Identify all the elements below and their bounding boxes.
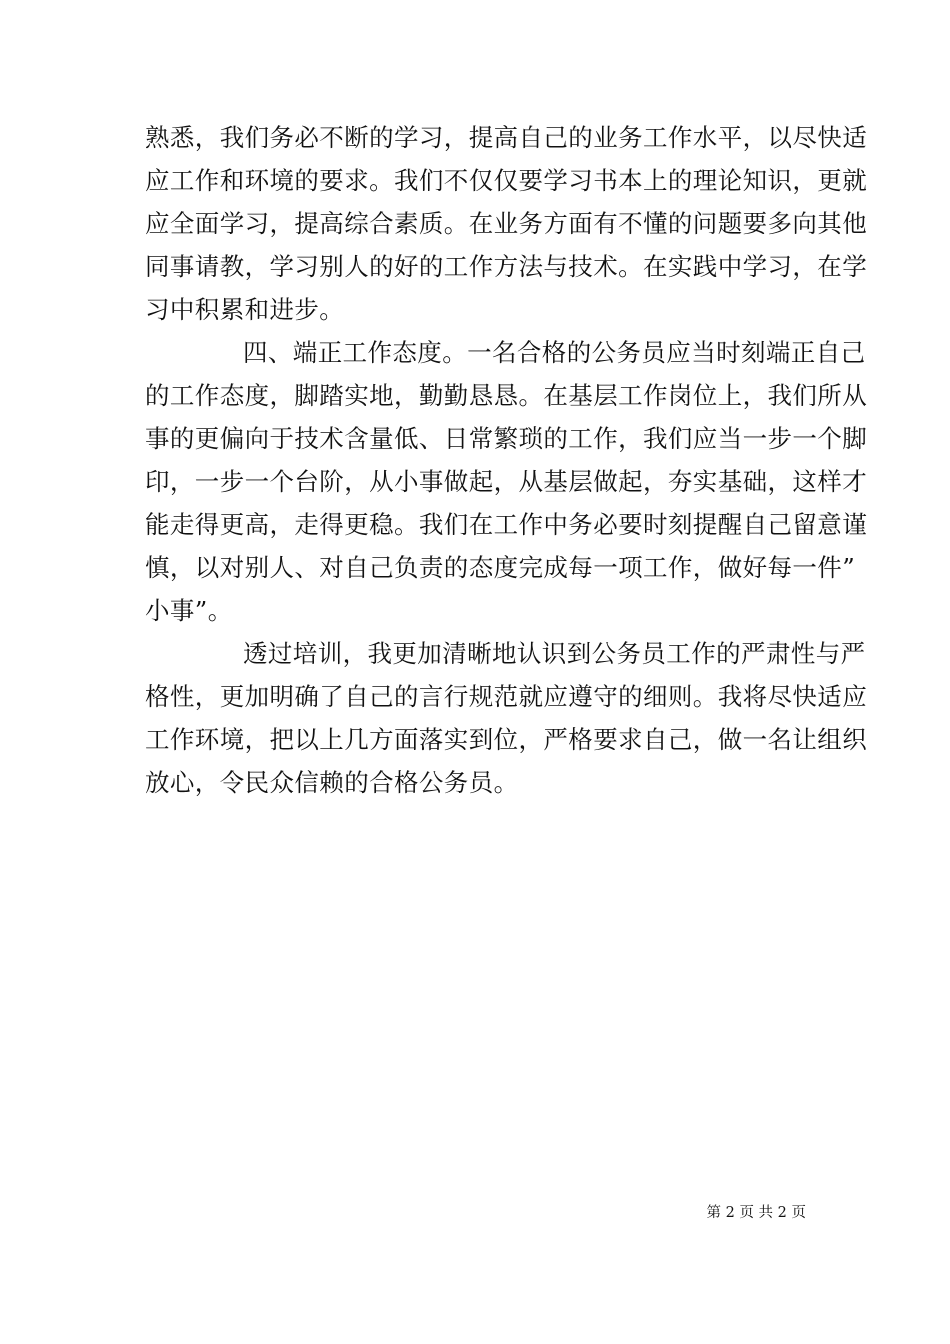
paragraph-work-attitude <box>145 331 868 632</box>
text-line: 应工作和环境的要求。我们不仅仅要学习书本上的理论知识，更就 <box>145 166 868 195</box>
text-line: 的工作态度，脚踏实地，勤勤恳恳。在基层工作岗位上，我们所从 <box>145 381 868 410</box>
paragraph-continuation <box>145 116 868 331</box>
text-line: 四、端正工作态度。一名合格的公务员应当时刻端正自己 <box>243 338 866 367</box>
page-number-footer: 第 2 页 共 2 页 <box>706 1205 806 1221</box>
paragraph-conclusion <box>145 632 868 804</box>
document-body <box>145 116 868 804</box>
text-line: 工作环境，把以上几方面落实到位，严格要求自己，做一名让组织 <box>145 725 868 754</box>
text-line: 慎，以对别人、对自己负责的态度完成每一项工作，做好每一件” <box>145 553 856 582</box>
text-line: 透过培训，我更加清晰地认识到公务员工作的严肃性与严 <box>243 639 866 668</box>
text-line: 能走得更高，走得更稳。我们在工作中务必要时刻提醒自己留意谨 <box>145 510 868 539</box>
text-line: 熟悉，我们务必不断的学习，提高自己的业务工作水平，以尽快适 <box>145 123 868 152</box>
text-line: 应全面学习，提高综合素质。在业务方面有不懂的问题要多向其他 <box>145 209 868 238</box>
text-line: 格性，更加明确了自己的言行规范就应遵守的细则。我将尽快适应 <box>145 682 868 711</box>
text-line: 习中积累和进步。 <box>145 295 345 324</box>
text-line: 小事”。 <box>145 596 233 625</box>
text-line: 放心，令民众信赖的合格公务员。 <box>145 768 519 797</box>
text-line: 同事请教，学习别人的好的工作方法与技术。在实践中学习，在学 <box>145 252 868 281</box>
text-line: 印，一步一个台阶，从小事做起，从基层做起，夯实基础，这样才 <box>145 467 868 496</box>
text-line: 事的更偏向于技术含量低、日常繁琐的工作，我们应当一步一个脚 <box>145 424 868 453</box>
